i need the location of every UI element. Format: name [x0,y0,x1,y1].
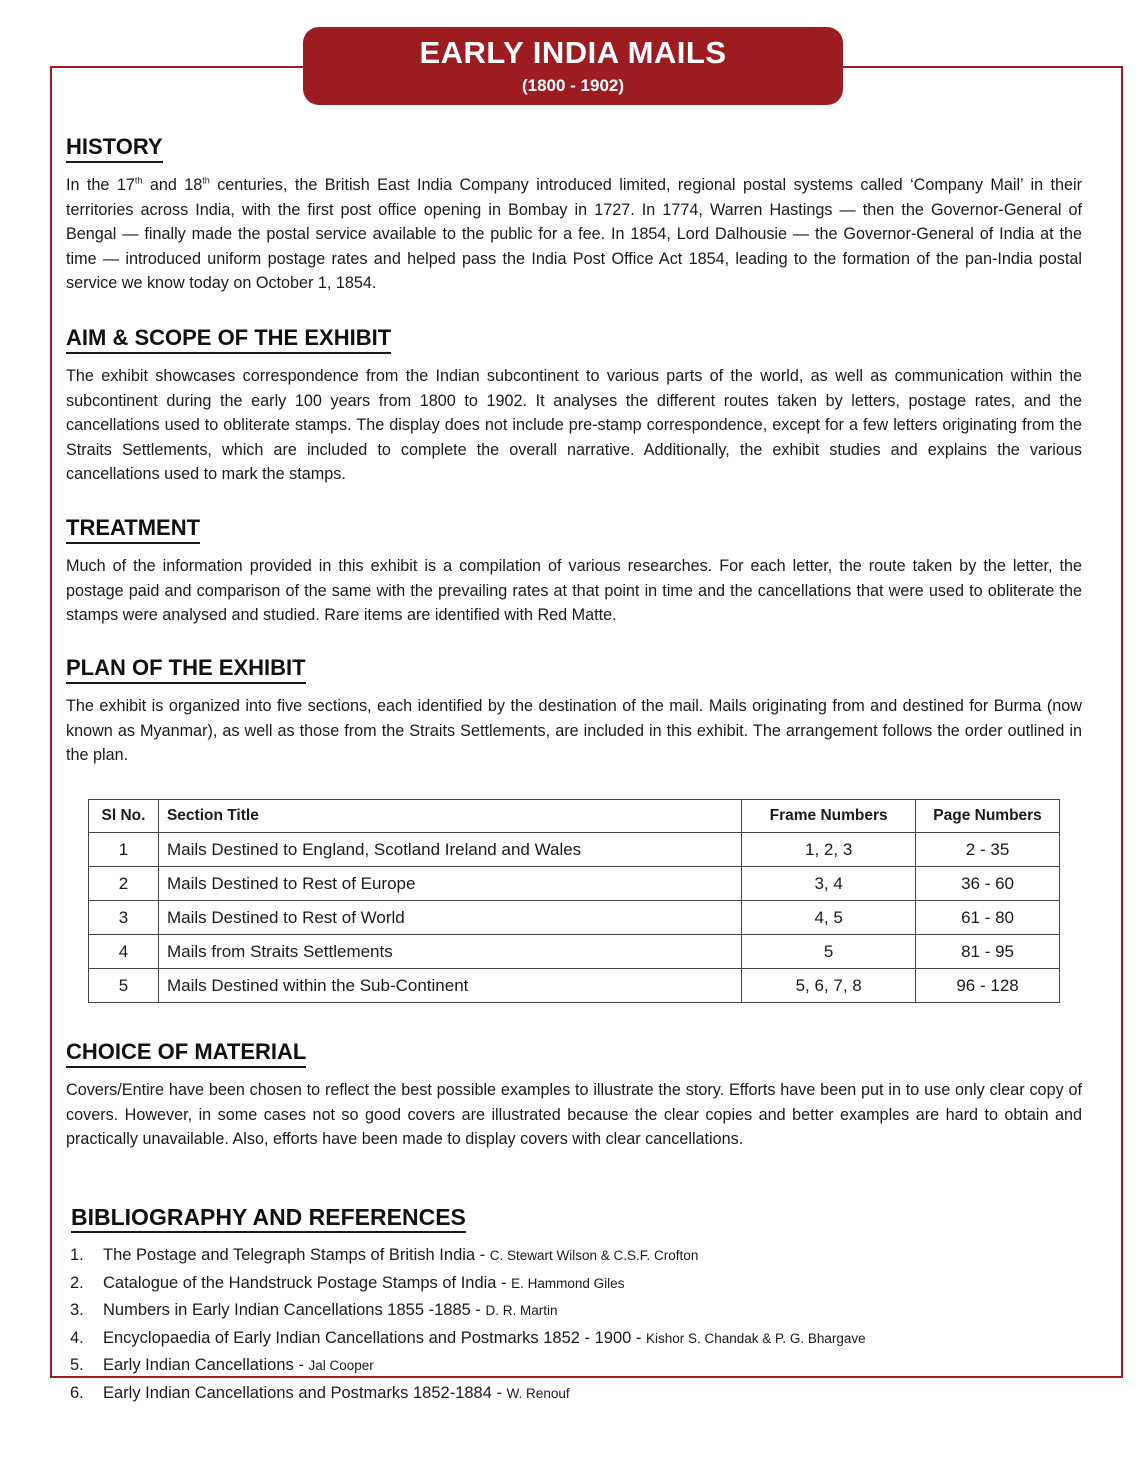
bibliography-list [70,1242,1070,1407]
list-item: 1. The Postage and Telegraph Stamps of British India - C. Stewart Wilson & C.S.F. Crofton [70,1246,699,1264]
list-item: 3. Numbers in Early Indian Cancellations 1855 -1885 - D. R. Martin [70,1301,558,1319]
list-item: 2. Catalogue of the Handstruck Postage Stamps of India - E. Hammond Giles [70,1273,625,1292]
cell-sl-no: 5 [89,969,159,1003]
cell-page-numbers: 36 - 60 [916,867,1060,901]
cell-sl-no: 4 [89,935,159,969]
table-row [89,935,1060,969]
cell-page-numbers: 61 - 80 [916,901,1060,935]
cell-section-title: Mails Destined within the Sub-Continent [158,969,741,1003]
treatment-heading: TREATMENT [66,515,200,544]
material-heading: CHOICE OF MATERIAL [66,1039,306,1068]
cell-sl-no: 2 [89,867,159,901]
cell-section-title: Mails from Straits Settlements [158,935,741,969]
aim-heading: AIM & SCOPE OF THE EXHIBIT [66,325,391,354]
table-row [89,867,1060,901]
list-item: 6. Early Indian Cancellations and Postmarks 1852-1884 - W. Renouf [70,1383,570,1402]
cell-frame-numbers: 4, 5 [742,901,916,935]
page-title: EARLY INDIA MAILS [419,35,727,70]
bibliography-heading: BIBLIOGRAPHY AND REFERENCES [71,1204,466,1233]
col-frame-numbers: Frame Numbers [742,800,916,833]
list-item: 5. Early Indian Cancellations - Jal Cooper [70,1356,374,1374]
cell-section-title: Mails Destined to Rest of World [158,901,741,935]
cell-page-numbers: 96 - 128 [916,969,1060,1003]
title-banner [303,27,843,105]
bibliography-section [71,1204,1087,1233]
col-sl-no: Sl No. [89,800,159,833]
table-row [89,969,1060,1003]
cell-sl-no: 1 [89,833,159,867]
plan-text: The exhibit is organized into five sections, each identified by the destination of the mail. Mails originating from and destined for Burma (now known as Myanmar), as well as those from the Straits Settlements, are included in this exhibit. The arrangement follows the order outlined in the plan. [66,697,1082,765]
aim-section [66,325,1082,487]
cell-section-title: Mails Destined to England, Scotland Ireland and Wales [158,833,741,867]
history-section [66,134,1082,296]
list-item: 4. Encyclopaedia of Early Indian Cancellations and Postmarks 1852 - 1900 - Kishor S. Chandak & P. G. Bhargave [70,1328,866,1347]
cell-page-numbers: 2 - 35 [916,833,1060,867]
cell-section-title: Mails Destined to Rest of Europe [158,867,741,901]
material-text: Covers/Entire have been chosen to reflect the best possible examples to illustrate the story. Efforts have been put in to use only clear copy of covers. However, in some cases not so good covers are illustrated because the clear copies and better examples are hard to obtain and practically unavailable. Also, efforts have been made to display covers with clear cancellations. [66,1081,1082,1149]
material-section [66,1039,1082,1152]
cell-frame-numbers: 1, 2, 3 [742,833,916,867]
cell-sl-no: 3 [89,901,159,935]
history-heading: HISTORY [66,134,163,163]
cell-page-numbers: 81 - 95 [916,935,1060,969]
date-range: (1800 - 1902) [521,76,625,95]
cell-frame-numbers: 5 [742,935,916,969]
treatment-text: Much of the information provided in this exhibit is a compilation of various researches. For each letter, the route taken by the letter, the postage paid and comparison of the same with the prevailing rates at that point in time and the cancellations that were used to obliterate the stamps were analysed and studied. Rare items are identified with Red Matte. [66,557,1082,625]
table-header-row [89,800,1060,833]
plan-table [88,799,1060,1003]
treatment-section [66,515,1082,628]
cell-frame-numbers: 5, 6, 7, 8 [742,969,916,1003]
col-page-numbers: Page Numbers [916,800,1060,833]
plan-section [66,655,1082,768]
table-row [89,901,1060,935]
table-row [89,833,1060,867]
cell-frame-numbers: 3, 4 [742,867,916,901]
history-text: In the 17th and 18th centuries, the British East India Company introduced limited, regional postal systems called ‘Company Mail’ in their territories across India, with the first post office opening in Bombay in 1727. In 1774, Warren Hastings — then the Governor-General of Bengal — finally made the postal service available to the public for a fee. In 1854, Lord Dalhousie — the Governor-General of India at the time — introduced uniform postage rates and helped pass the India Post Office Act 1854, leading to the formation of the pan-India postal service we know today on October 1, 1854. [66,175,1082,293]
plan-heading: PLAN OF THE EXHIBIT [66,655,306,684]
col-section-title: Section Title [158,800,741,833]
aim-text: The exhibit showcases correspondence from the Indian subcontinent to various parts of the world, as well as communication within the subcontinent during the early 100 years from 1800 to 1902. It analyses the different routes taken by letters, postage rates, and the cancellations used to obliterate stamps. The display does not include pre-stamp correspondence, except for a few letters originating from the Straits Settlements, which are included to complete the overall narrative. Additionally, the exhibit studies and explains the various cancellations used to mark the stamps. [66,367,1082,484]
